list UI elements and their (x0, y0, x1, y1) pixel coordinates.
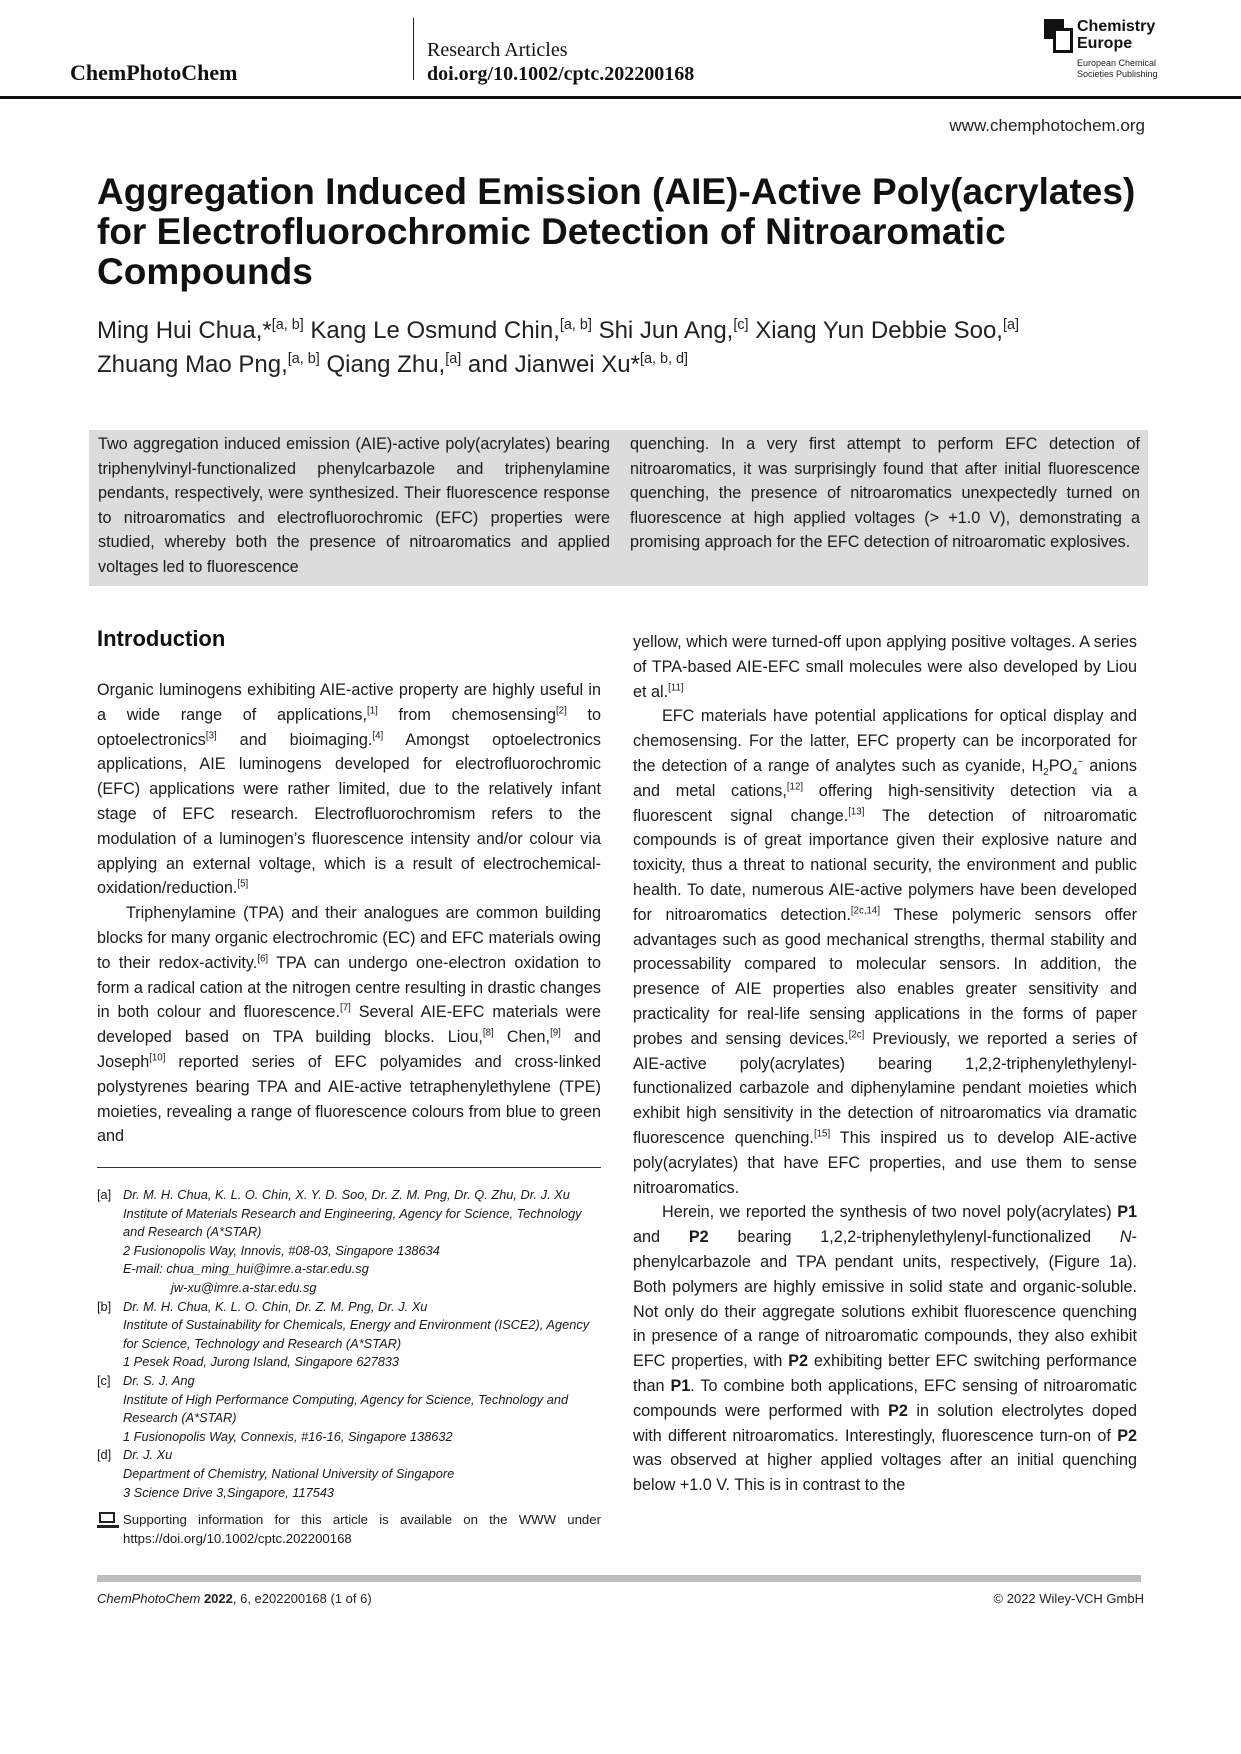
chemistry-europe-logo (1044, 16, 1174, 82)
footer-citation: ChemPhotoChem 2022, 6, e202200168 (1 of 6) (97, 1591, 372, 1606)
author-7: and Jianwei Xu*[a, b, d] (467, 351, 688, 378)
abstract-column-2: quenching. In a very first attempt to perform EFC detection of nitroaromatics, it was surprisingly found that after initial fluorescence quenching, the presence of nitroaromatics unexpectedly turned on fluorescence at high applied voltages (> +1.0 V), demonstrating a promising approach for the EFC detection of nitroaromatic explosives. (630, 435, 1140, 552)
author-list (97, 314, 1147, 382)
author-5: Zhuang Mao Png,[a, b] (97, 351, 320, 378)
intro-paragraph-2: Triphenylamine (TPA) and their analogues are common building blocks for many organic electrochromic (EC) and EFC materials owing to their redox-activity.[6] TPA can undergo one-electron oxidation to form a radical cation at the nitrogen centre resulting in drastic changes in both colour and fluorescence.[7] Several AIE-EFC materials were developed based on TPA building blocks. Liou,[8] Chen,[9] and Joseph[10] reported series of EFC polyamides and cross-linked polystyrenes bearing TPA and AIE-active tetraphenylethylene (TPE) moieties, revealing a range of fluorescence colours from blue to green and (97, 904, 602, 1146)
author-3: Shi Jun Ang,[c] (598, 317, 749, 344)
intro-paragraph-5: Herein, we reported the synthesis of two novel poly(acrylates) P1 and P2 bearing 1,2,2-triphenylethylenyl-functionalized N-phenylcarbazole and TPA pendant units, respectively, (Figure 1a). Both polymers are highly emissive in solid state and organic-soluble. Not only do their aggregate solutions exhibit fluorescence quenching in presence of a range of nitroaromatic compounds, they also exhibit EFC properties, with P2 exhibiting better EFC switching performance than P1. To combine both applications, EFC sensing of nitroaromatic compounds were performed with P2 in solution electrolytes doped with different nitroaromatics. Interestingly, fluorescence turn-on of P2 was observed at higher applied voltages after an initial quenching below +1.0 V. This is in contrast to the (633, 1203, 1138, 1495)
supporting-info-note (97, 1510, 601, 1548)
logo-text-line2: Europe (1077, 35, 1133, 52)
header-divider (413, 18, 414, 80)
logo-subtext-line1: European Chemical (1077, 58, 1157, 68)
footnote-c: [c] Dr. S. J. Ang Institute of High Performance Computing, Agency for Science, Technology and Research (A*STAR) 1 Fusionopolis Way, Connexis, #16-16, Singapore 138632 (97, 1372, 569, 1444)
doi-link[interactable]: doi.org/10.1002/cptc.202200168 (427, 63, 695, 85)
footer-bar (97, 1575, 1141, 1582)
author-6: Qiang Zhu,[a] (326, 351, 462, 378)
author-1: Ming Hui Chua,*[a, b] (97, 317, 304, 344)
article-section: Research Articles (427, 39, 568, 61)
section-heading-introduction: Introduction (97, 626, 226, 651)
journal-website[interactable]: www.chemphotochem.org (949, 116, 1145, 135)
intro-paragraph-4: EFC materials have potential applications for optical display and chemosensing. For the latter, EFC property can be incorporated for the detection of a range of analytes such as cyanide, $H_2PO_4^-$ anions and metal cations,[12] offering high-sensitivity detection via a fluorescent signal change.[13] The detection of nitroaromatic compounds is of great importance given their explosive nature and toxicity, thus a threat to national security, the environment and public health. To date, numerous AIE-active polymers have been developed for nitroaromatics detection.[2c,14] These polymeric sensors offer advantages such as good mechanical strengths, thermal stability and processability compared to molecular sensors. In addition, the presence of AIE properties also enables greater sensitivity and practicality for real-life sensing applications in the forms of paper probes and sensing devices.[2c] Previously, we reported a series of AIE-active poly(acrylates) bearing 1,2,2-triphenylethylenyl-functionalized carbazole and diphenylamine pendant moieties which exhibit high sensitivity in the detection of nitroaromatics via dramatic fluorescence quenching.[15] This inspired us to develop AIE-active poly(acrylates) that have EFC properties, and use them to sense nitroaromatics. (633, 707, 1138, 1197)
footnote-b: [b] Dr. M. H. Chua, K. L. O. Chin, Dr. Z. M. Png, Dr. J. Xu Institute of Sustainability for Chemicals, Energy and Environment (ISCE2), Agency for Science, Technology and Research (A*STAR) 1 Pesek Road, Jurong Island, Singapore 627833 (97, 1298, 590, 1370)
abstract-box (89, 430, 1148, 586)
journal-name: ChemPhotoChem (70, 60, 238, 85)
affiliation-footnotes (97, 1186, 601, 1502)
article-title: Aggregation Induced Emission (AIE)-Active Poly(acrylates) for Electrofluorochromic Detection of Nitroaromatic Compounds (97, 171, 1136, 292)
footnote-a: [a] Dr. M. H. Chua, K. L. O. Chin, X. Y. D. Soo, Dr. Z. M. Png, Dr. Q. Zhu, Dr. J. Xu Institute of Materials Research and Engineering, Agency for Science, Technology and Research (A*STAR) 2 Fusionopolis Way, Innovis, #08-03, Singapore 138634 E-mail: chua_ming_hui@imre.a-star.edu.sg jw-xu@imre.a-star.edu.sg (97, 1186, 601, 1298)
intro-paragraph-3: yellow, which were turned-off upon applying positive voltages. A series of TPA-based AIE-EFC small molecules were also developed by Liou et al.[11] (633, 633, 1137, 701)
logo-subtext-line2: Societies Publishing (1077, 69, 1158, 79)
chemistry-europe-logo-icon (1044, 19, 1074, 53)
body-left-column (97, 678, 601, 1149)
author-2: Kang Le Osmund Chin,[a, b] (310, 317, 592, 344)
body-right-column (633, 630, 1137, 1498)
footnote-rule (97, 1167, 601, 1168)
header-rule (0, 96, 1241, 99)
footer-copyright: © 2022 Wiley-VCH GmbH (993, 1591, 1144, 1606)
footnote-d: [d] Dr. J. Xu Department of Chemistry, National University of Singapore 3 Science Drive 3,Singapore, 117543 (97, 1447, 455, 1500)
article-type-doi (427, 38, 694, 86)
computer-icon (97, 1512, 119, 1530)
email-secondary: jw-xu@imre.a-star.edu.sg (171, 1279, 317, 1295)
abstract-column-1: Two aggregation induced emission (AIE)-active poly(acrylates) bearing triphenylvinyl-functionalized phenylcarbazole and triphenylamine pendants, respectively, were synthesized. Their fluorescence response to nitroaromatics and electrofluorochromic (EFC) properties were studied, whereby both the presence of nitroaromatics and applied voltages led to fluorescence (98, 435, 610, 576)
logo-text-line1: Chemistry (1077, 18, 1156, 35)
author-4: Xiang Yun Debbie Soo,[a] (755, 317, 1019, 344)
supporting-info-text[interactable]: Supporting information for this article is available on the WWW under https://doi.org/10.1002/cptc.202200168 (123, 1512, 601, 1546)
intro-paragraph-1: Organic luminogens exhibiting AIE-active property are highly useful in a wide range of applications,[1] from chemosensing[2] to optoelectronics[3] and bioimaging.[4] Amongst optoelectronics applications, AIE luminogens developed for electrofluorochromic (EFC) applications were rather limited, due to the relatively infant stage of EFC research. Electrofluorochromism refers to the modulation of a luminogen’s fluorescence intensity and/or colour via applying an external voltage, which is a result of electrochemical-oxidation/reduction.[5] (97, 681, 601, 898)
